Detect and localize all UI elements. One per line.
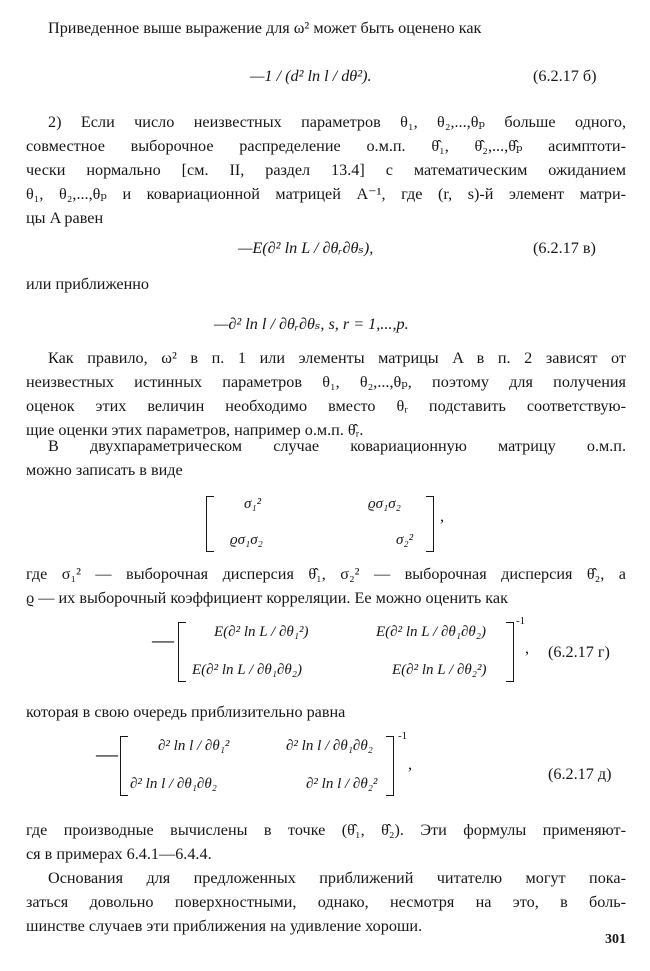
paragraph-line: можно записать в виде xyxy=(26,461,183,479)
paragraph-line: неизвестных истинных параметров θ₁, θ₂,...,θₚ, поэтому для получения xyxy=(26,373,626,391)
matrix-cell: ∂² ln l / ∂θ₁∂θ₂ xyxy=(286,738,373,754)
right-bracket xyxy=(426,496,434,552)
matrix-cell: E(∂² ln L / ∂θ₁²) xyxy=(214,624,309,640)
paragraph-line: совместное выборочное распределение о.м.п. θ̂₁, θ̂₂,...,θ̂ₚ асимптоти- xyxy=(26,137,626,155)
paragraph-line: оценок этих величин необходимо вместо θᵣ подставить соответствую- xyxy=(26,397,626,415)
paragraph-line: 2) Если число неизвестных параметров θ₁, θ₂,...,θₚ больше одного, xyxy=(48,113,626,131)
left-bracket xyxy=(178,622,186,682)
equation-label: (6.2.17 в) xyxy=(533,239,596,257)
equation-label: (6.2.17 г) xyxy=(548,643,610,661)
equation-label: (6.2.17 б) xyxy=(533,67,597,85)
matrix-exponent: -1 xyxy=(398,730,408,742)
paragraph-line: чески нормально [см. II, раздел 13.4] с математическим ожиданием xyxy=(26,161,626,179)
matrix-cell: ϱσ₁σ₂ xyxy=(230,532,263,548)
matrix-cell: σ₁² xyxy=(244,496,262,512)
matrix-cell: E(∂² ln L / ∂θ₁∂θ₂) xyxy=(376,624,486,640)
paragraph-line: Основания для предложенных приближений читателю могут пока- xyxy=(48,869,626,887)
paragraph-line: ϱ — их выборочный коэффициент корреляции. Ее можно оценить как xyxy=(26,589,508,607)
paragraph-line: цы A равен xyxy=(26,209,104,227)
matrix-exponent: -1 xyxy=(516,615,526,627)
minus-sign: — xyxy=(96,741,118,766)
paragraph-line: шинстве случаев эти приближения на удивление хороши. xyxy=(26,917,423,935)
left-bracket xyxy=(206,496,214,552)
left-bracket xyxy=(120,736,128,796)
paragraph-line: которая в свою очередь приблизительно равна xyxy=(26,703,346,721)
matrix-cell: ϱσ₁σ₂ xyxy=(368,496,401,512)
paragraph-line: В двухпараметрическом случае ковариационную матрицу о.м.п. xyxy=(48,437,626,455)
paragraph-line: щие оценки этих параметров, например о.м.п. θ̂ᵣ. xyxy=(26,421,364,439)
matrix-cell: ∂² ln l / ∂θ₁∂θ₂ xyxy=(130,776,217,792)
equation-formula: —E(∂² ln L / ∂θᵣ∂θₛ), xyxy=(238,239,374,257)
matrix-trailing-comma: , xyxy=(525,639,530,657)
paragraph-line: или приближенно xyxy=(26,275,150,293)
matrix-cell: ∂² ln l / ∂θ₂² xyxy=(306,776,378,792)
equation-formula: —1 / (d² ln l / dθ²). xyxy=(250,67,372,85)
matrix-trailing-comma: , xyxy=(408,755,413,773)
matrix-cell: E(∂² ln L / ∂θ₁∂θ₂) xyxy=(192,662,302,678)
paragraph-line: Как правило, ω² в п. 1 или элементы матрицы A в п. 2 зависят от xyxy=(48,349,626,367)
paragraph-line: заться довольно поверхностными, однако, несмотря на это, в боль- xyxy=(26,893,626,911)
matrix-cell: ∂² ln l / ∂θ₁² xyxy=(158,738,230,754)
minus-sign: — xyxy=(152,627,174,652)
paragraph-line: ся в примерах 6.4.1—6.4.4. xyxy=(26,845,212,863)
paragraph-line: Приведенное выше выражение для ω² может быть оценено как xyxy=(48,19,482,37)
right-bracket xyxy=(506,622,514,682)
paragraph-line: θ₁, θ₂,...,θₚ и ковариационной матрицей A⁻¹, где (r, s)-й элемент матри- xyxy=(26,185,626,203)
right-bracket xyxy=(386,736,394,796)
equation-label: (6.2.17 д) xyxy=(548,765,612,783)
matrix-cell: E(∂² ln L / ∂θ₂²) xyxy=(392,662,487,678)
equation-formula: —∂² ln l / ∂θᵣ∂θₛ, s, r = 1,...,p. xyxy=(214,315,409,333)
page-number: 301 xyxy=(605,932,626,947)
paragraph-line: где производные вычислены в точке (θ̂₁, θ̂₂). Эти формулы применяют- xyxy=(26,821,626,839)
paragraph-line: где σ₁² — выборочная дисперсия θ̂₁, σ₂² — выборочная дисперсия θ̂₂, а xyxy=(26,565,626,583)
matrix-trailing-comma: , xyxy=(440,507,445,525)
matrix-cell: σ₂² xyxy=(396,532,414,548)
